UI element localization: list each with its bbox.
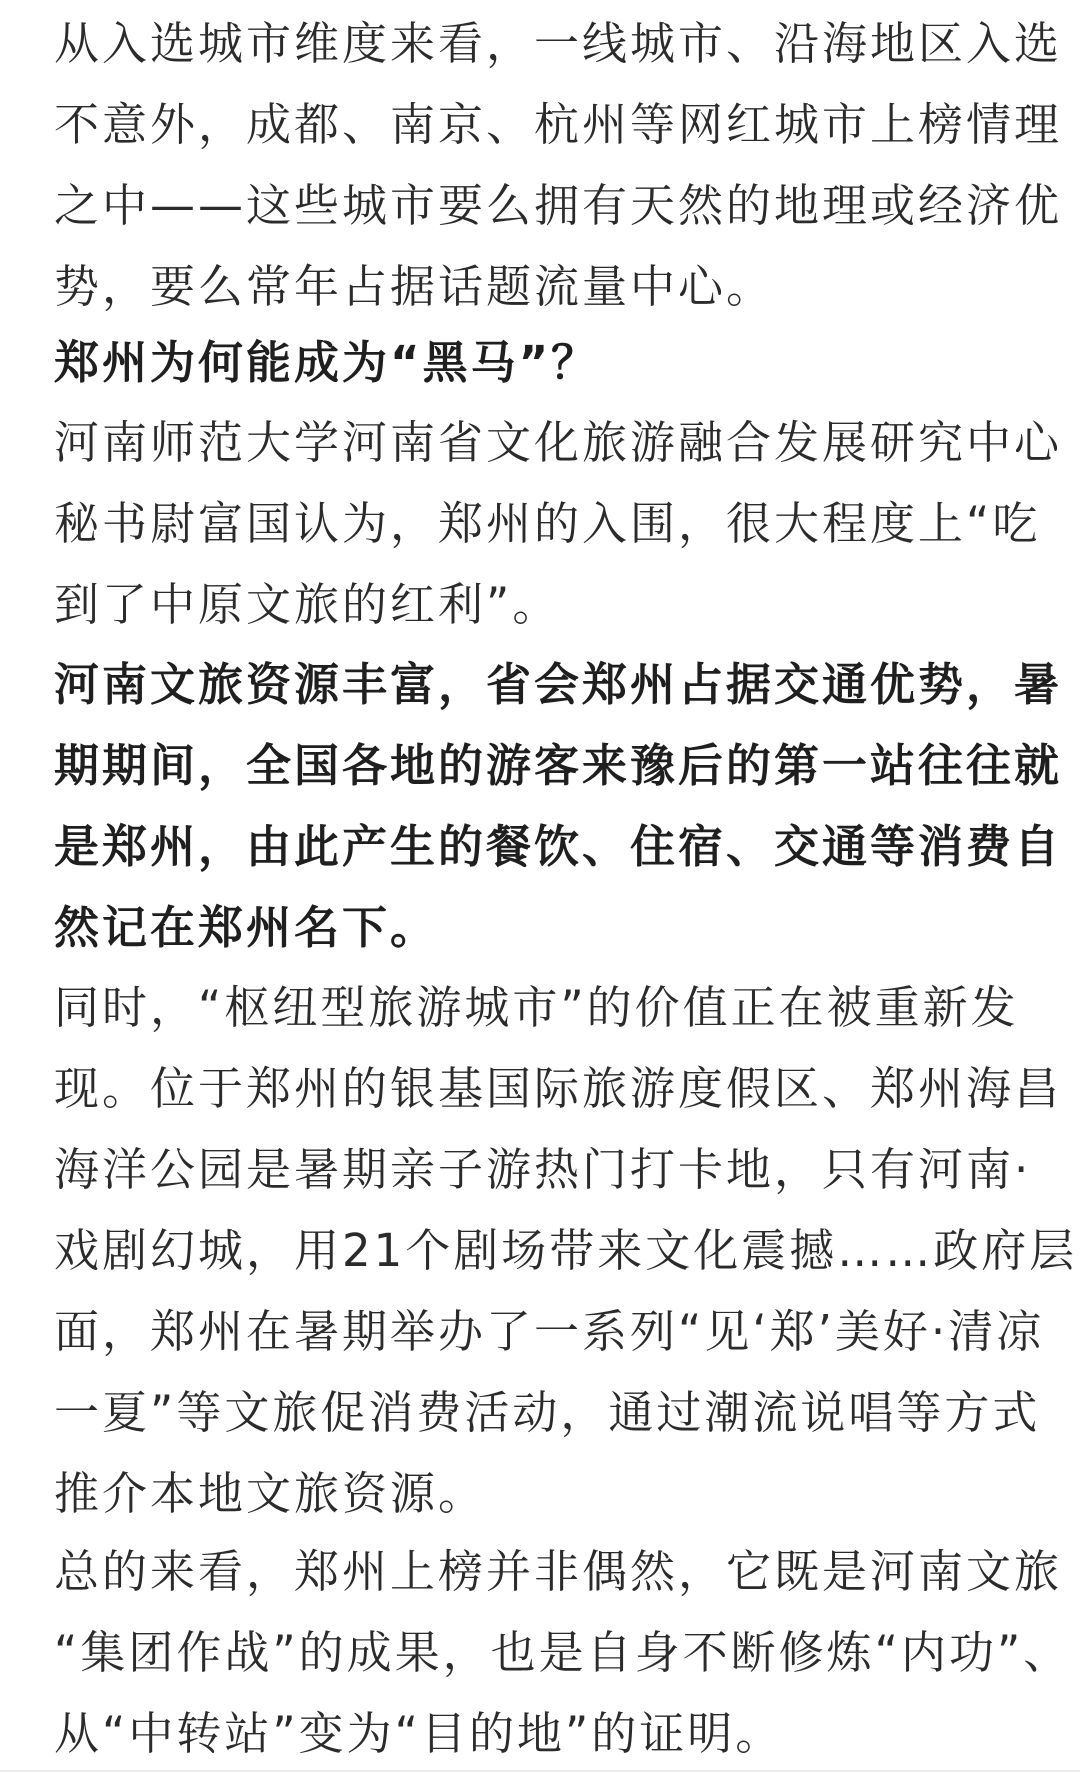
text-line: 期期间，全国各地的游客来豫后的第一站往往就	[54, 739, 1063, 792]
text-line: 势，要么常年占据话题流量中心。	[54, 260, 775, 313]
text-line: 现。位于郑州的银基国际旅游度假区、郑州海昌	[54, 1062, 1063, 1115]
text-line: 总的来看，郑州上榜并非偶然，它既是河南文旅	[54, 1545, 1063, 1598]
text-line: 从“中转站”变为“目的地”的证明。	[54, 1707, 784, 1760]
paragraph-expert-opinion	[54, 402, 1062, 645]
paragraph-conclusion	[54, 1531, 1071, 1774]
text-line: 推介本地文旅资源。	[54, 1467, 487, 1520]
text-line: 从入选城市维度来看，一线城市、沿海地区入选	[54, 17, 1063, 70]
section-heading-dark-horse	[54, 322, 599, 403]
text-line: 海洋公园是暑期亲子游热门打卡地，只有河南·	[54, 1143, 1032, 1196]
text-line: 不意外，成都、南京、杭州等网红城市上榜情理	[54, 98, 1063, 151]
article-body	[54, 0, 1078, 1777]
text-line: 戏剧幻城，用21个剧场带来文化震撼……政府层	[54, 1224, 1078, 1277]
text-line: 河南师范大学河南省文化旅游融合发展研究中心	[54, 416, 1063, 469]
heading-line: 郑州为何能成为“黑马”？	[54, 336, 600, 389]
text-line: “集团作战”的成果，也是自身不断修炼“内功”、	[54, 1626, 1072, 1679]
text-line: 秘书尉富国认为，郑州的入围，很大程度上“吃	[54, 497, 1041, 550]
text-line: 是郑州，由此产生的餐饮、住宿、交通等消费自	[54, 820, 1063, 873]
paragraph-bold-henan-resources	[54, 644, 1062, 968]
text-line: 河南文旅资源丰富，省会郑州占据交通优势，暑	[54, 658, 1063, 711]
text-line: 到了中原文旅的红利”。	[54, 578, 561, 631]
text-line: 面，郑州在暑期举办了一系列“见‘郑’美好·清凉	[54, 1305, 1045, 1358]
paragraph-hub-city-value	[54, 967, 1077, 1534]
bottom-divider	[0, 1770, 1080, 1772]
text-line: 然记在郑州名下。	[54, 901, 439, 954]
paragraph-city-dimension	[54, 3, 1062, 327]
text-line: 之中——这些城市要么拥有天然的地理或经济优	[54, 179, 1063, 232]
text-line: 一夏”等文旅促消费活动，通过潮流说唱等方式	[54, 1386, 1041, 1439]
text-line: 同时，“枢纽型旅游城市”的价值正在被重新发	[54, 981, 1019, 1034]
